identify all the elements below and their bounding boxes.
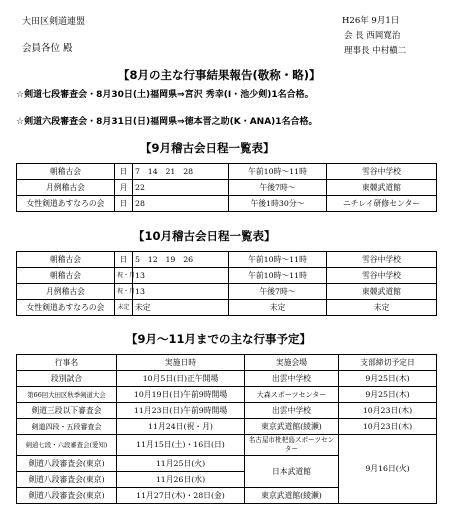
cell: 9月25日(木) <box>339 371 437 387</box>
cell: 午前10時～11時 <box>229 268 327 284</box>
cell: 日本武道館 <box>245 456 339 488</box>
table-row <box>17 284 437 300</box>
cell: 東競武道館 <box>327 284 437 300</box>
chair: 会 長 西岡寛治 <box>344 31 401 41</box>
cell: 朝稽古会 <box>17 252 115 268</box>
oct-schedule-table <box>16 251 437 316</box>
cell: 朝稽古会 <box>17 164 115 180</box>
sept-schedule-table <box>16 163 437 212</box>
header-cell: 実施日時 <box>117 355 245 371</box>
cell: 13 <box>133 284 229 300</box>
header-cell: 支部締切予定日 <box>339 355 437 371</box>
cell: 11月27日(木)・28日(金) <box>117 488 245 504</box>
table-row <box>17 196 437 212</box>
cell: 午前10時～11時 <box>229 252 327 268</box>
org-name: 大田区剣道連盟 <box>22 17 86 27</box>
events-table <box>16 354 437 504</box>
cell: 月例稽古会 <box>17 284 115 300</box>
header-cell: 実施会場 <box>245 355 339 371</box>
table-header-row <box>17 355 437 371</box>
cell: 未定 <box>115 300 133 316</box>
section4-title: 【9月～11月までの主な行事予定】 <box>126 332 312 346</box>
cell: 段別試合 <box>17 371 117 387</box>
cell: 10月5日(日)正午開場 <box>117 371 245 387</box>
cell: 東競武道館 <box>327 180 437 196</box>
header-cell: 行事名 <box>17 355 117 371</box>
cell: 11月25日(火) <box>117 456 245 472</box>
result-line-1: ☆剣道七段審査会・8月30日(土)福岡県⇒宮沢 秀幸(I・池少剣)1名合格。 <box>16 90 314 100</box>
cell: 出雲中学校 <box>245 371 339 387</box>
cell: 朝稽古会 <box>17 268 115 284</box>
cell: 祝・月 <box>115 284 133 300</box>
cell: 剣道四段・五段審査会 <box>17 419 117 435</box>
table-row <box>17 268 437 284</box>
recipient: 会員各位 殿 <box>22 43 73 54</box>
table-row <box>17 180 437 196</box>
cell: 10月23日(木) <box>339 403 437 419</box>
cell: 大森スポーツセンター <box>245 387 339 403</box>
cell: 剣道三段以下審査会 <box>17 403 117 419</box>
cell: 午後1時30分～ <box>229 196 327 212</box>
cell: 月例稽古会 <box>17 180 115 196</box>
director: 理事長 中村槇二 <box>344 46 407 56</box>
cell: 未定 <box>327 300 437 316</box>
cell: 11月23日(日)午前9時開場 <box>117 403 245 419</box>
cell: 28 <box>133 196 229 212</box>
cell: 10月19日(日)午前9時開場 <box>117 387 245 403</box>
table-row <box>17 252 437 268</box>
cell: 未定 <box>133 300 229 316</box>
table-row <box>17 387 437 403</box>
cell: 7 14 21 28 <box>133 164 229 180</box>
cell: 午後7時～ <box>229 284 327 300</box>
cell: 月 <box>115 180 133 196</box>
cell: 日 <box>115 196 133 212</box>
cell: 雪谷中学校 <box>327 252 437 268</box>
cell: 第66回大田区秋季剣道大会 <box>17 387 117 403</box>
cell: 22 <box>133 180 229 196</box>
section3-title: 【10月稽古会日程一覧表】 <box>133 229 276 243</box>
cell: 9月25日(木) <box>339 387 437 403</box>
cell: 13 <box>133 268 229 284</box>
cell: 剣道七段・六段審査会(愛知) <box>17 435 117 456</box>
table-row <box>17 419 437 435</box>
cell: 剣道八段審査会(東京) <box>17 488 117 504</box>
section1-title: 【8月の主な行事結果報告(敬称・略)】 <box>118 68 321 82</box>
cell: 女性剣道あすなろの会 <box>17 300 115 316</box>
section2-title: 【9月稽古会日程一覧表】 <box>140 141 275 155</box>
cell: 日 <box>115 252 133 268</box>
cell: 名古屋市枇杷島スポーツセンター <box>245 435 339 456</box>
cell: 11月15日(土)・16日(日) <box>117 435 245 456</box>
cell: 女性剣道あすなろの会 <box>17 196 115 212</box>
cell: 5 12 19 26 <box>133 252 229 268</box>
cell: 11月24日(祝・月) <box>117 419 245 435</box>
table-row <box>17 371 437 387</box>
table-row <box>17 403 437 419</box>
cell: 出雲中学校 <box>245 403 339 419</box>
cell: 9月16日(火) <box>339 435 437 504</box>
table-row <box>17 300 437 316</box>
cell: 剣道八段審査会(東京) <box>17 456 117 472</box>
cell: 祝・月 <box>115 268 133 284</box>
cell: ニチレイ研修センター <box>327 196 437 212</box>
cell: 午後7時～ <box>229 180 327 196</box>
cell: 剣道八段審査会(東京) <box>17 472 117 488</box>
cell: 未定 <box>229 300 327 316</box>
cell: 雪谷中学校 <box>327 268 437 284</box>
table-row <box>17 164 437 180</box>
cell: 日 <box>115 164 133 180</box>
cell: 10月23日(木) <box>339 419 437 435</box>
cell: 11月26日(水) <box>117 472 245 488</box>
cell: 東京武道館(綾瀬) <box>245 488 339 504</box>
cell: 午前10時～11時 <box>229 164 327 180</box>
date: H26年 9月1日 <box>342 16 400 26</box>
cell: 東京武道館(綾瀬) <box>245 419 339 435</box>
result-line-2: ☆剣道六段審査会・8月31日(日)福岡県⇒徳本晋之助(K・ANA)1名合格。 <box>16 117 318 127</box>
cell: 雪谷中学校 <box>327 164 437 180</box>
table-row <box>17 435 437 456</box>
